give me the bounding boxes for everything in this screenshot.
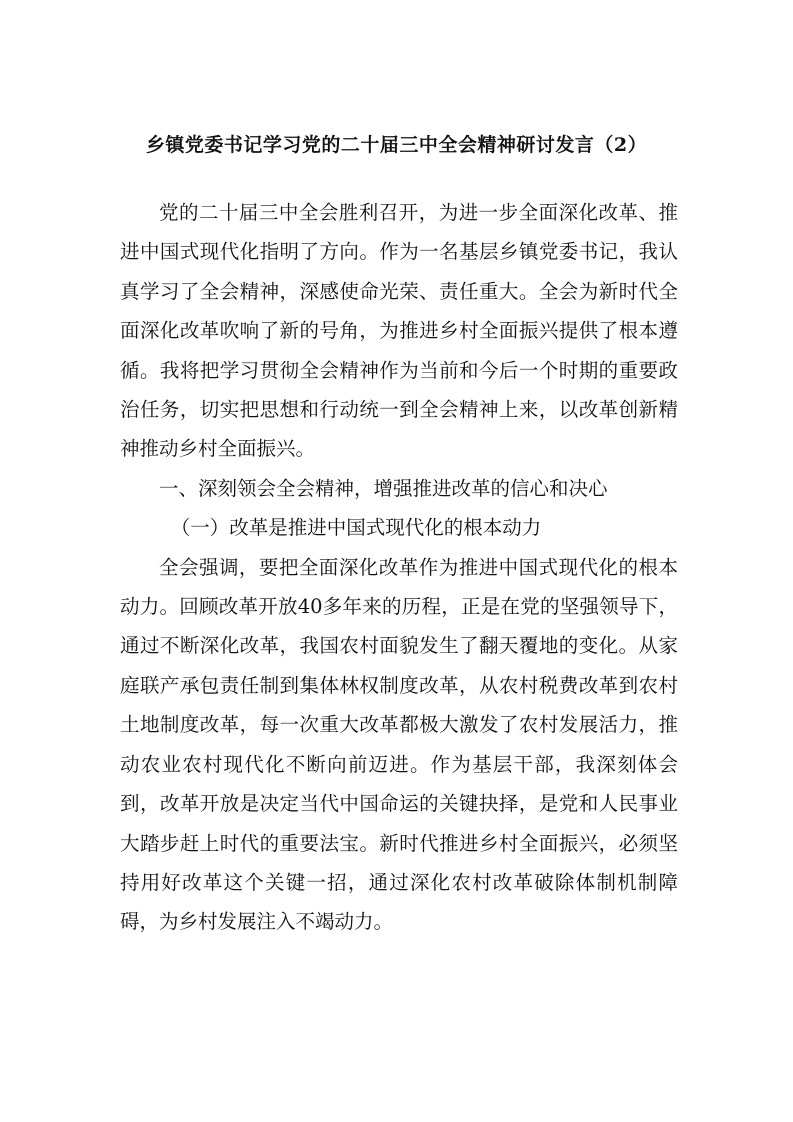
intro-paragraph: 党的二十届三中全会胜利召开，为进一步全面深化改革、推进中国式现代化指明了方向。作为一名基层乡镇党委书记，我认真学习了全会精神，深感使命光荣、责任重大。全会为新时代全面深化改革吹响了新的号角，为推进乡村全面振兴提供了根本遵循。我将把学习贯彻全会精神作为当前和今后一个时期的重要政治任务，切实把思想和行动统一到全会精神上来，以改革创新精神推动乡村全面振兴。 [120,201,678,461]
section-heading: 一、深刻领会全会精神，增强推进改革的信心和决心 [159,476,608,500]
subsection-heading: （一）改革是推进中国式现代化的根本动力 [170,516,542,540]
body-paragraph: 全会强调，要把全面深化改革作为推进中国式现代化的根本动力。回顾改革开放40多年来的历程，正是在党的坚强领导下，通过不断深化改革，我国农村面貌发生了翻天覆地的变化。从家庭联产承包责任制到集体林权制度改革，从农村税费改革到农村土地制度改革，每一次重大改革都极大激发了农村发展活力，推动农业农村现代化不断向前迈进。作为基层干部，我深刻体会到，改革开放是决定当代中国命运的关键抉择，是党和人民事业大踏步赶上时代的重要法宝。新时代推进乡村全面振兴，必须坚持用好改革这个关键一招，通过深化农村改革破除体制机制障碍，为乡村发展注入不竭动力。 [120,555,678,934]
document-title: 乡镇党委书记学习党的二十届三中全会精神研讨发言（2） [145,134,648,156]
document-body [120,193,678,942]
